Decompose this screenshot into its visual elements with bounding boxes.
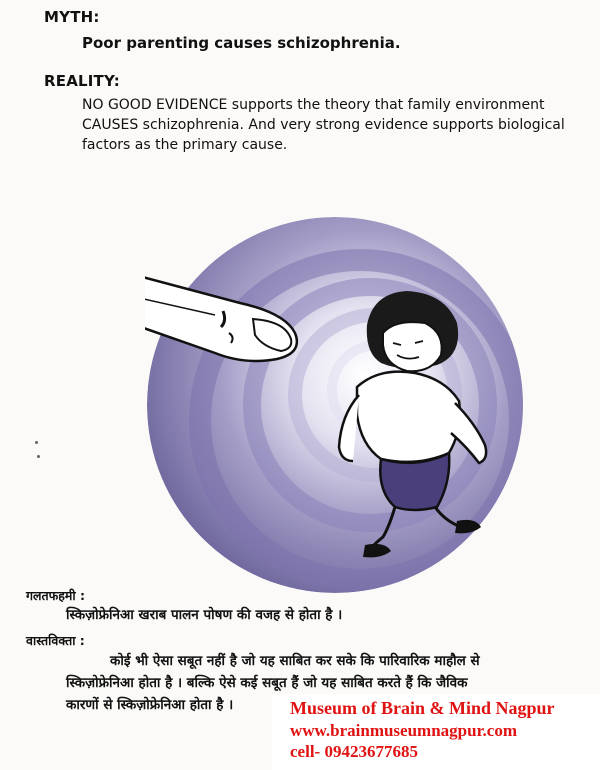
reality-line-1: NO GOOD EVIDENCE supports the theory that family environment bbox=[82, 97, 545, 113]
hindi-reality-line-3: कारणों से स्किज़ोफ्रेनिआ होता है । bbox=[66, 697, 234, 713]
reality-line-3: factors as the primary cause. bbox=[82, 137, 288, 153]
myth-statement: Poor parenting causes schizophrenia. bbox=[82, 34, 401, 52]
hindi-myth-heading: गलतफहमी : bbox=[26, 588, 85, 603]
hindi-myth-statement: स्किज़ोफ्रेनिआ खराब पालन पोषण की वजह से होता है । bbox=[66, 607, 343, 623]
myth-heading: MYTH: bbox=[44, 8, 100, 26]
parenting-illustration bbox=[145, 215, 525, 595]
museum-phone: cell- 09423677685 bbox=[290, 742, 418, 761]
speck bbox=[35, 441, 38, 444]
museum-name: Museum of Brain & Mind Nagpur bbox=[290, 698, 555, 718]
speck bbox=[37, 455, 40, 458]
spiral-disc bbox=[147, 217, 523, 593]
hindi-reality-heading: वास्तविक्ता : bbox=[26, 633, 85, 648]
hindi-reality-line-2: स्किज़ोफ्रेनिआ होता है । बल्कि ऐसे कई सबूत हैं जो यह साबित करते हैं कि जैविक bbox=[66, 675, 468, 691]
hindi-reality-line-1: कोई भी ऐसा सबूत नहीं है जो यह साबित कर सके कि पारिवारिक माहौल से bbox=[110, 653, 480, 669]
reality-line-2: CAUSES schizophrenia. And very strong evidence supports biological bbox=[82, 117, 565, 133]
museum-website: www.brainmuseumnagpur.com bbox=[290, 721, 518, 740]
reality-heading: REALITY: bbox=[44, 72, 120, 90]
museum-watermark bbox=[272, 694, 600, 770]
